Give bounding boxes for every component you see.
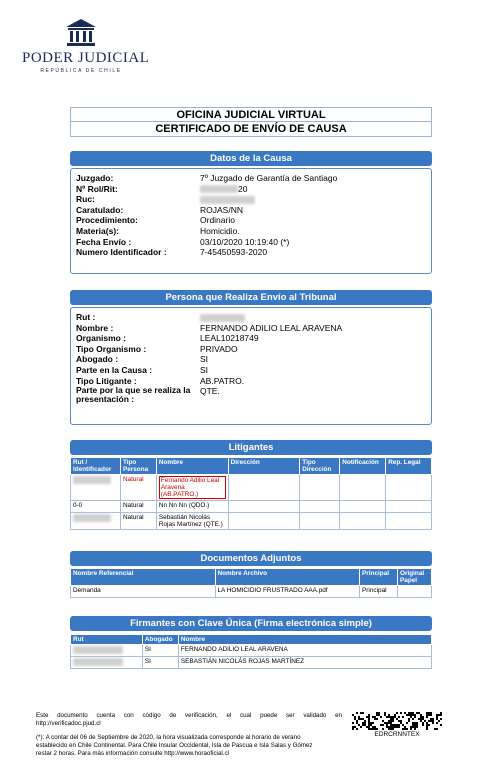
document-subtitle: CERTIFICADO DE ENVÍO DE CAUSA — [155, 123, 347, 135]
datos-label: Fecha Envío : — [76, 236, 132, 247]
litigantes-table — [70, 457, 432, 530]
persona-label: Tipo Organismo : — [76, 343, 147, 354]
firmantes-heading: Firmantes con Clave Única (Firma electrónica simple) — [70, 616, 432, 631]
datos-label: Procedimiento: — [76, 215, 138, 226]
verification-barcode-icon — [352, 712, 442, 730]
col-rut: Rut / Identificador — [71, 458, 121, 475]
logo-subtitle: REPÚBLICA DE CHILE — [40, 68, 122, 74]
tipo-cell: Natural — [120, 501, 156, 513]
logo-name: PODER JUDICIAL — [22, 50, 150, 66]
poder-judicial-logo — [22, 18, 150, 80]
archivo-cell: LA HOMICIDIO FRUSTRADO AAA.pdf — [215, 586, 360, 598]
rep-legal-cell — [386, 475, 432, 501]
datos-label: Caratulado: — [76, 204, 124, 215]
persona-row — [76, 386, 420, 404]
ref-cell: Demanda — [71, 586, 216, 598]
direccion-cell — [228, 501, 300, 513]
datos-row — [76, 226, 420, 237]
redacted-block — [73, 514, 111, 522]
datos-label: Numero Identificador : — [76, 247, 167, 258]
note-line: restar 2 horas. Para más información consulte http://www.horaoficial.cl — [36, 750, 229, 757]
rut-cell: 0-0 — [71, 501, 121, 513]
datos-value: Ordinario — [200, 215, 235, 226]
col-direccion: Dirección — [228, 458, 300, 475]
document-title-box — [70, 107, 432, 137]
rut-cell — [71, 513, 121, 530]
persona-label: Nombre : — [76, 322, 114, 333]
persona-heading: Persona que Realiza Envío al Tribunal — [70, 290, 432, 305]
tipo-direccion-cell — [300, 475, 340, 501]
verification-url[interactable]: http://verificadoc.pjud.cl — [36, 720, 101, 727]
persona-row — [76, 333, 420, 344]
datos-value — [200, 184, 420, 195]
rut-cell — [71, 475, 121, 501]
datos-value: Homicidio. — [200, 225, 240, 236]
persona-value: PRIVADO — [200, 343, 238, 354]
note-line: establecido en Chile Continental. Para Chile Insular Occidental, Isla de Pascua e Isla Salas y Gómez — [36, 742, 313, 749]
datos-label: Materia(s): — [76, 225, 119, 236]
datos-label: Ruc: — [76, 194, 95, 205]
persona-row — [76, 354, 420, 365]
persona-value: LEAL10218749 — [200, 333, 259, 344]
nombre-cell — [156, 475, 228, 501]
datos-row — [76, 184, 420, 195]
litigantes-heading: Litigantes — [70, 440, 432, 455]
nombre-cell: Nn Nn Nn (QDO.) — [156, 501, 228, 513]
table-row — [71, 657, 432, 669]
table-row — [71, 513, 432, 530]
datos-row — [76, 237, 420, 248]
datos-label: Juzgado: — [76, 173, 114, 183]
datos-row — [76, 205, 420, 216]
nombre-highlight: Fernando Adilio Leal Aravena (AB.PATRO.) — [159, 476, 226, 499]
col-nombre-referencial: Nombre Referencial — [71, 569, 216, 586]
datos-causa-list — [76, 173, 420, 258]
persona-label: Tipo Litigante : — [76, 375, 137, 386]
persona-value: SI — [200, 354, 209, 365]
abogado-cell: SI — [142, 645, 178, 657]
redacted-block — [200, 185, 238, 193]
persona-label: Rut : — [76, 312, 96, 322]
tipo-direccion-cell — [300, 501, 340, 513]
tipo-cell: Natural — [120, 475, 156, 501]
redacted-block — [73, 646, 123, 654]
col-nombre: Nombre — [156, 458, 228, 475]
persona-label: Organismo : — [76, 333, 127, 344]
note-line: (*): A contar del 06 de Septiembre de 2020, la hora visualizada corresponde al horario de verano — [36, 734, 301, 741]
persona-value — [200, 312, 420, 323]
datos-value: 7-45450593-2020 — [200, 247, 268, 258]
datos-row — [76, 194, 420, 205]
firmantes-header-row — [71, 635, 432, 645]
col-rep-legal: Rep. Legal — [386, 458, 432, 475]
direccion-cell — [228, 475, 300, 501]
rep-legal-cell — [386, 501, 432, 513]
papel-cell — [398, 586, 432, 598]
direccion-cell — [228, 513, 300, 530]
persona-row — [76, 344, 420, 355]
rut-cell — [71, 657, 143, 669]
tipo-direccion-cell — [300, 513, 340, 530]
datos-row — [76, 173, 420, 184]
redacted-block — [73, 658, 123, 666]
firmantes-table — [70, 634, 432, 669]
datos-value: ROJAS/NN — [200, 204, 243, 215]
tipo-cell: Natural — [120, 513, 156, 530]
nombre-cell: Sebastián Nicolás Rojas Martínez (QTE.) — [156, 513, 228, 530]
col-nombre: Nombre — [178, 635, 431, 645]
persona-row — [76, 323, 420, 334]
datos-value — [200, 194, 420, 205]
verification-text — [36, 712, 342, 728]
rut-cell — [71, 645, 143, 657]
persona-label: Parte en la Causa : — [76, 364, 153, 375]
documentos-header-row — [71, 569, 432, 586]
col-original-papel: Original Papel — [398, 569, 432, 586]
persona-value: AB.PATRO. — [200, 375, 245, 386]
documentos-table — [70, 568, 432, 598]
redacted-block — [200, 314, 245, 322]
col-tipo-direccion: Tipo Dirección — [300, 458, 340, 475]
col-notificacion: Notificación — [340, 458, 386, 475]
verification-code: EDRCRNNTEX — [374, 731, 420, 738]
redacted-block — [200, 196, 255, 204]
persona-label: Parte por la que se realiza la presentación : — [76, 385, 191, 405]
datos-value: 03/10/2020 10:19:40 (*) — [200, 236, 290, 247]
timezone-note — [36, 734, 346, 758]
table-row — [71, 645, 432, 657]
persona-row — [76, 312, 420, 323]
persona-value: SI — [200, 364, 209, 375]
persona-row — [76, 365, 420, 376]
datos-value: 7º Juzgado de Garantía de Santiago — [200, 173, 338, 183]
datos-label: Nº Rol/Rit: — [76, 183, 118, 194]
rep-legal-cell — [386, 513, 432, 530]
table-row — [71, 586, 432, 598]
litigantes-header-row — [71, 458, 432, 475]
notificacion-cell — [340, 501, 386, 513]
col-nombre-archivo: Nombre Archivo — [215, 569, 360, 586]
nombre-cell: FERNANDO ADILIO LEAL ARAVENA — [178, 645, 431, 657]
notificacion-cell — [340, 513, 386, 530]
abogado-cell: SI — [142, 657, 178, 669]
datos-row — [76, 215, 420, 226]
documentos-heading: Documentos Adjuntos — [70, 551, 432, 566]
datos-row — [76, 247, 420, 258]
nombre-cell: SEBASTIÁN NICOLÁS ROJAS MARTÍNEZ — [178, 657, 431, 669]
table-row — [71, 475, 432, 501]
notificacion-cell — [340, 475, 386, 501]
courthouse-icon — [64, 18, 98, 48]
table-row — [71, 501, 432, 513]
col-abogado: Abogado — [142, 635, 178, 645]
principal-cell: Principal — [360, 586, 398, 598]
col-principal: Principal — [360, 569, 398, 586]
rol-rit-value: 20 — [238, 183, 248, 194]
persona-value: QTE. — [200, 386, 220, 397]
persona-value: FERNANDO ADILIO LEAL ARAVENA — [200, 322, 343, 333]
verification-line: Este documento cuenta con código de verificación, el cual puede ser validado en — [36, 712, 342, 719]
col-rut: Rut — [71, 635, 143, 645]
persona-list — [76, 312, 420, 404]
redacted-block — [73, 476, 111, 484]
col-tipo-persona: Tipo Persona — [120, 458, 156, 475]
document-title: OFICINA JUDICIAL VIRTUAL — [71, 108, 431, 122]
persona-label: Abogado : — [76, 354, 119, 365]
datos-causa-heading: Datos de la Causa — [70, 151, 432, 166]
